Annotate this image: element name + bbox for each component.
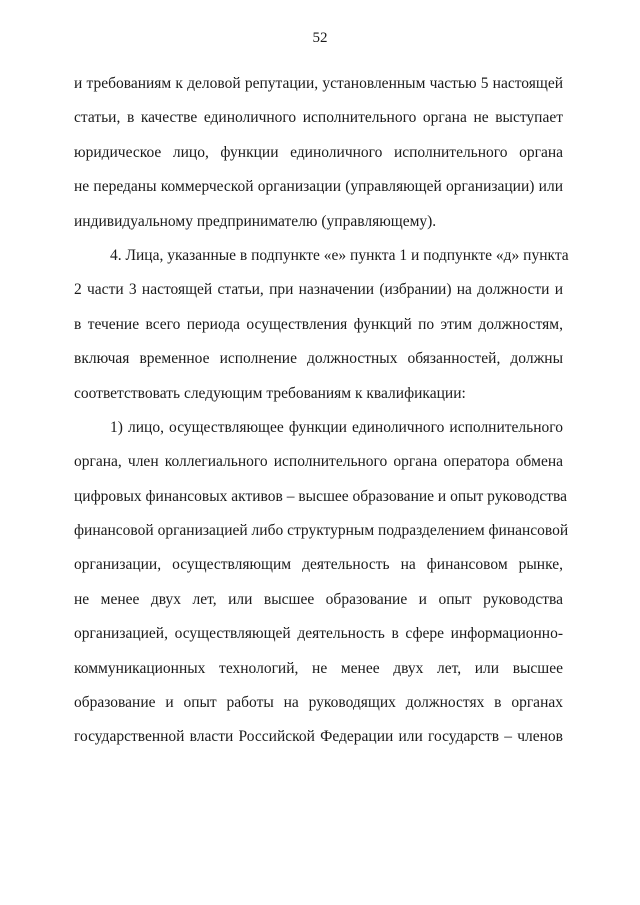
text-line: организацией, осуществляющей деятельность в сфере информационно- bbox=[74, 625, 563, 643]
text-line: организации, осуществляющим деятельность на финансовом рынке, bbox=[74, 556, 563, 574]
text-line: образование и опыт работы на руководящих должностях в органах bbox=[74, 694, 563, 712]
text-line: юридическое лицо, функции единоличного исполнительного органа bbox=[74, 143, 563, 161]
text-line: 1) лицо, осуществляющее функции единоличного исполнительного bbox=[110, 418, 563, 436]
text-line: индивидуальному предпринимателю (управляющему). bbox=[74, 212, 437, 230]
text-line: государственной власти Российской Федерации или государств – членов bbox=[74, 728, 563, 746]
page-number: 52 bbox=[312, 30, 328, 46]
paragraph-subitem-1 bbox=[74, 411, 569, 755]
text-line: статьи, в качестве единоличного исполнительного органа не выступает bbox=[74, 109, 563, 127]
text-line: и требованиям к деловой репутации, установленным частью 5 настоящей bbox=[74, 75, 563, 92]
text-line: не переданы коммерческой организации (управляющей организации) или bbox=[74, 178, 563, 196]
text-line: 4. Лица, указанные в подпункте «е» пункта 1 и подпункте «д» пункта bbox=[110, 246, 569, 264]
text-line: 2 части 3 настоящей статьи, при назначении (избрании) на должности и bbox=[74, 281, 563, 299]
text-line: цифровых финансовых активов – высшее образование и опыт руководства bbox=[74, 487, 568, 505]
text-line: в течение всего периода осуществления функций по этим должностям, bbox=[74, 315, 563, 333]
text-line: не менее двух лет, или высшее образование и опыт руководства bbox=[74, 590, 563, 608]
document-body bbox=[74, 67, 569, 755]
paragraph-continuation bbox=[74, 67, 563, 239]
paragraph-item-4 bbox=[74, 239, 569, 411]
text-line: органа, член коллегиального исполнительного органа оператора обмена bbox=[74, 453, 563, 471]
text-line: коммуникационных технологий, не менее двух лет, или высшее bbox=[74, 659, 563, 677]
text-line: включая временное исполнение должностных обязанностей, должны bbox=[74, 350, 563, 368]
text-line: финансовой организацией либо структурным подразделением финансовой bbox=[74, 522, 569, 540]
text-line: соответствовать следующим требованиям к квалификации: bbox=[74, 384, 466, 402]
